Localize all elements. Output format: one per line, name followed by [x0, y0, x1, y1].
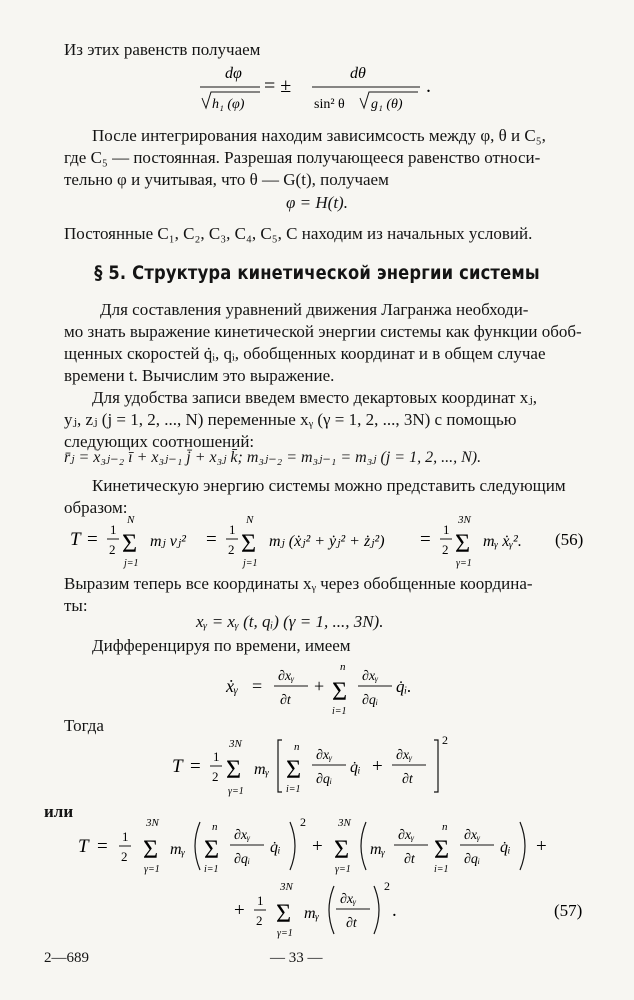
eq-sep-rhs-den-root: g₁ (θ) [371, 97, 403, 112]
svg-text:T: T [78, 836, 89, 857]
eq-xdot-sum-bot: i=1 [332, 706, 347, 717]
para2-line3: щенных скоростей q̇ᵢ, qᵢ, обобщенных координат и в общем случае [64, 344, 546, 363]
eq-sep-rhs-num: dθ [350, 65, 366, 82]
equation-r: r̄ⱼ = x₃ⱼ₋₂ ī + x₃ⱼ₋₁ j̄ + x₃ⱼ k̄; m₃ⱼ₋₂ = m₃ⱼ₋₁ = m₃ⱼ (j = 1, 2, ..., N). [64, 449, 482, 466]
eq-T-power: 2 [442, 733, 448, 747]
svg-text:1: 1 [122, 829, 129, 844]
svg-text:Σ: Σ [143, 835, 159, 864]
equation-57 [64, 812, 604, 942]
eq56-sum1-bot: j=1 [124, 558, 139, 569]
eq56-lhs: T [70, 529, 81, 550]
svg-text:=: = [420, 529, 431, 550]
svg-text:i=1: i=1 [434, 864, 449, 875]
eq-T-inner-sigma: Σ [286, 755, 302, 784]
equation-56 [60, 510, 600, 570]
svg-text:mᵧ: mᵧ [370, 841, 386, 858]
eq56-half-num-1: 1 [110, 522, 117, 537]
para5-line2: ты: [64, 596, 88, 615]
svg-text:∂xᵧ: ∂xᵧ [340, 892, 357, 907]
eq-T-sigma: Σ [226, 755, 242, 784]
eq56-sum3-bot: γ=1 [456, 558, 472, 569]
footer-code: 2—689 [44, 950, 89, 966]
equation-phi: φ = H(t). [286, 193, 348, 212]
eq-T-sum-bot: γ=1 [228, 786, 244, 797]
eq56-half-den-2: 2 [228, 542, 235, 557]
svg-text:γ=1: γ=1 [144, 864, 160, 875]
svg-text:2: 2 [300, 815, 306, 829]
svg-text:q̇ᵢ: q̇ᵢ [270, 839, 281, 856]
eq57-number: (57) [554, 901, 583, 920]
svg-text:=: = [97, 836, 108, 857]
then-word: Тогда [64, 716, 104, 735]
eq56-sum2-top: N [246, 514, 254, 526]
eq-sep-lhs-den: h₁ (φ) [212, 97, 245, 112]
svg-text:2: 2 [121, 849, 128, 864]
eq-xdot-sigma: Σ [332, 677, 348, 706]
svg-text:=: = [206, 529, 217, 550]
footer-page-number: — 33 — [270, 950, 323, 966]
eq-xdot-p-den: ∂qᵢ [362, 693, 379, 708]
svg-text:3N: 3N [146, 817, 159, 829]
eq56-half-den-1: 2 [109, 542, 116, 557]
svg-text:1: 1 [257, 893, 264, 908]
svg-text:∂t: ∂t [404, 852, 415, 867]
svg-text:n: n [442, 821, 448, 833]
svg-text:+: + [372, 756, 383, 777]
svg-text:∂qᵢ: ∂qᵢ [464, 852, 481, 867]
eq-T-m: mᵧ [254, 761, 270, 778]
svg-text:∂xᵧ: ∂xᵧ [464, 828, 481, 843]
svg-text:Σ: Σ [434, 835, 450, 864]
eq56-sigma-2: Σ [241, 529, 257, 558]
svg-text:+: + [536, 836, 547, 857]
svg-text:+: + [234, 900, 245, 921]
svg-text:∂xᵧ: ∂xᵧ [234, 828, 251, 843]
svg-text:2: 2 [256, 913, 263, 928]
equation-xdot [222, 658, 462, 718]
para4-line1: Кинетическую энергию системы можно представить следующим [92, 476, 566, 495]
svg-text:+: + [314, 676, 325, 696]
section-heading: § 5. Структура кинетической энергии системы [94, 262, 540, 284]
eq-T-inner-bot: i=1 [286, 784, 301, 795]
svg-text:γ=1: γ=1 [277, 928, 293, 939]
eq-T-half-num: 1 [213, 749, 220, 764]
eq-T-inner-top: n [294, 741, 300, 753]
eq-T-t-den: ∂t [402, 772, 413, 787]
equation-T [166, 732, 486, 800]
eq-T-bracket-left [278, 740, 282, 792]
para3-line3: следующих соотношений: [64, 432, 255, 451]
eq-T-p-num: ∂xᵧ [316, 748, 333, 763]
or-word: или [44, 802, 74, 821]
svg-text:3N: 3N [280, 881, 293, 893]
para2-line4: времени t. Вычислим это выражение. [64, 366, 335, 385]
eq56-term2: mⱼ (ẋⱼ² + ẏⱼ² + żⱼ²) [269, 533, 385, 550]
eq-T-lhs: T [172, 756, 183, 777]
svg-text:=: = [87, 529, 98, 550]
para4-line2: образом: [64, 498, 128, 517]
svg-text:q̇ᵢ: q̇ᵢ [500, 839, 511, 856]
eq-sep-sign: = ± [264, 75, 292, 97]
svg-text:Σ: Σ [334, 835, 350, 864]
eq56-half-den-3: 2 [442, 542, 449, 557]
eq-T-qdot: q̇ᵢ [350, 759, 361, 776]
para3-line1: Для удобства записи введем вместо декартовых координат xⱼ, [92, 388, 537, 407]
eq-xdot-p-num: ∂xᵧ [362, 669, 379, 684]
para1-line3: тельно φ и учитывая, что θ — G(t), получаем [64, 170, 389, 189]
eq-sep-end: . [426, 75, 431, 97]
svg-text:+: + [312, 836, 323, 857]
eq56-term3: mᵧ ẋᵧ². [483, 533, 522, 550]
eq-xdot-d-num: ∂xᵧ [278, 669, 295, 684]
eq-xdot-d-den: ∂t [280, 693, 291, 708]
para1-line2: где C₅ — постоянная. Разрешая получающееся равенство относи- [64, 148, 541, 167]
eq-xdot-lhs: ẋᵧ [226, 676, 239, 696]
svg-text:3N: 3N [338, 817, 351, 829]
eq56-sigma-3: Σ [455, 529, 471, 558]
para2-line1: Для составления уравнений движения Лагранжа необходи- [100, 300, 529, 319]
para6: Дифференцируя по времени, имеем [92, 636, 351, 655]
para2-line2: мо знать выражение кинетической энергии системы как функции обоб- [64, 322, 582, 341]
eq56-term1: mⱼ vⱼ² [150, 533, 186, 550]
svg-text:=: = [190, 756, 201, 777]
eq-sep-rhs-den-pre: sin² θ [314, 97, 345, 112]
eq-T-half-den: 2 [212, 769, 219, 784]
equation-x: xᵧ = xᵧ (t, qᵢ) (γ = 1, ..., 3N). [196, 612, 384, 631]
para1-line1: После интегрирования находим зависимсость между φ, θ и C₅, [92, 126, 546, 145]
eq56-half-num-3: 1 [443, 522, 450, 537]
svg-text:i=1: i=1 [204, 864, 219, 875]
para5-line1: Выразим теперь все координаты xᵧ через обобщенные координа- [64, 574, 533, 593]
svg-text:=: = [252, 676, 263, 696]
svg-text:∂t: ∂t [346, 916, 357, 931]
para3-line2: yⱼ, zⱼ (j = 1, 2, ..., N) переменные xᵧ (γ = 1, 2, ..., 3N) с помощью [64, 410, 517, 429]
eq56-sigma-1: Σ [122, 529, 138, 558]
constants-line: Постоянные C₁, C₂, C₃, C₄, C₅, C находим из начальных условий. [64, 224, 533, 243]
eq56-half-num-2: 1 [229, 522, 236, 537]
svg-text:mᵧ: mᵧ [170, 841, 186, 858]
eq56-number: (56) [555, 530, 584, 549]
eq56-sum1-top: N [127, 514, 135, 526]
equation-separation [190, 60, 450, 118]
svg-text:mᵧ: mᵧ [304, 905, 320, 922]
svg-text:∂qᵢ: ∂qᵢ [234, 852, 251, 867]
intro-text: Из этих равенств получаем [64, 40, 261, 59]
eq-T-bracket-right [434, 740, 438, 792]
eq-xdot-sum-top: n [340, 661, 346, 673]
svg-text:γ=1: γ=1 [335, 864, 351, 875]
svg-text:.: . [392, 900, 397, 921]
svg-text:Σ: Σ [276, 899, 292, 928]
eq56-sum3-top: 3N [458, 514, 471, 526]
eq-T-t-num: ∂xᵧ [396, 748, 413, 763]
svg-text:2: 2 [384, 879, 390, 893]
svg-text:Σ: Σ [204, 835, 220, 864]
svg-text:n: n [212, 821, 218, 833]
eq-T-sum-top: 3N [229, 738, 242, 750]
eq56-sum2-bot: j=1 [243, 558, 258, 569]
eq-xdot-tail: q̇ᵢ. [396, 677, 412, 696]
svg-text:∂xᵧ: ∂xᵧ [398, 828, 415, 843]
eq-sep-lhs-num: dφ [225, 65, 242, 82]
eq-T-p-den: ∂qᵢ [316, 772, 333, 787]
